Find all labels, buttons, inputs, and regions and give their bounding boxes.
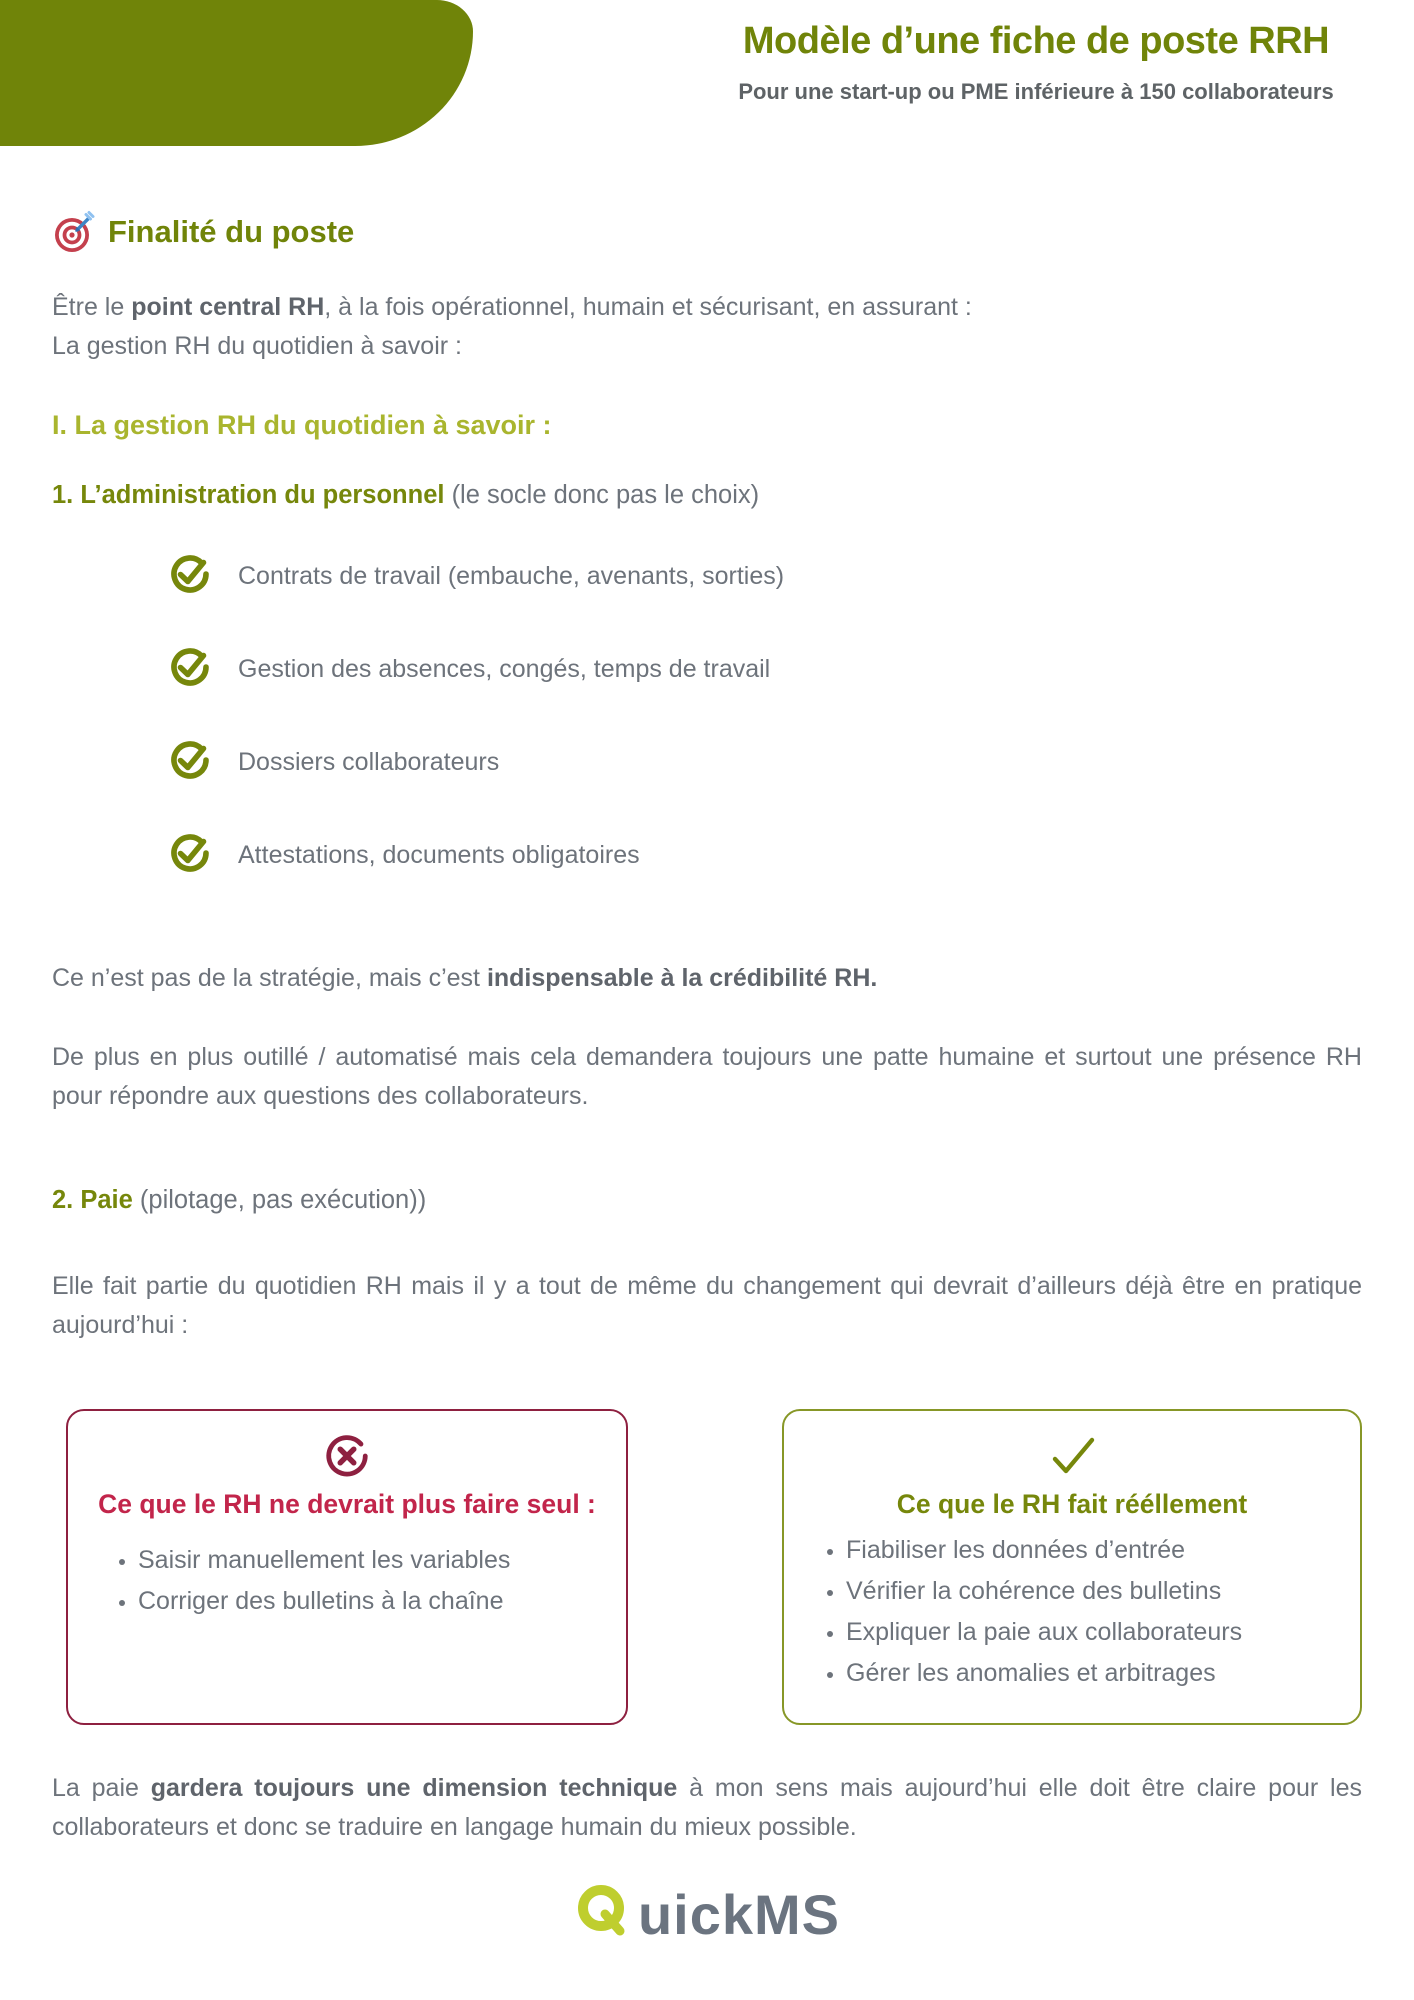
list-item: • Saisir manuellement les variables (138, 1540, 600, 1581)
subsection-2-heading (52, 1186, 1362, 1215)
intro-paragraph (52, 288, 1362, 366)
checklist-item-label: Contrats de travail (embauche, avenants, sorties) (238, 561, 785, 590)
subsection-1-title: 1. L’administration du personnel (52, 481, 445, 509)
list-item (168, 554, 1362, 598)
final-text: La paie (52, 1774, 151, 1802)
admin-checklist (52, 554, 1362, 877)
really-do-list (810, 1530, 1334, 1694)
credibilite-text: Ce n’est pas de la stratégie, mais c’est (52, 964, 487, 992)
comparison-boxes (66, 1409, 1362, 1725)
paie-paragraph: Elle fait partie du quotidien RH mais il y a tout de même du changement qui devrait d’ailleurs déjà être en pratique aujourd’hui : (52, 1272, 1362, 1339)
really-do-card-heading: Ce que le RH fait rééllement (896, 1489, 1248, 1519)
document-body (0, 210, 1414, 1948)
check-circle-icon (168, 645, 212, 694)
dont-do-list (94, 1540, 600, 1622)
subsection-2-title: 2. Paie (52, 1186, 133, 1214)
finalite-heading-label: Finalité du poste (108, 214, 355, 249)
document-header (686, 20, 1386, 105)
subsection-2-note: (pilotage, pas exécution)) (132, 1186, 427, 1214)
dont-do-card-heading: Ce que le RH ne devrait plus faire seul : (98, 1489, 596, 1519)
intro-text: Être le (52, 293, 132, 321)
cross-circle-icon (94, 1427, 600, 1485)
subsection-1-heading (52, 481, 1362, 510)
page-title: Modèle d’une fiche de poste RRH (742, 20, 1330, 62)
list-item: • Corriger des bulletins à la chaîne (138, 1581, 600, 1622)
outil-paragraph: De plus en plus outillé / automatisé mais cela demandera toujours une patte humaine et surtout une présence RH pour répondre aux questions des collaborateurs. (52, 1043, 1362, 1110)
intro-text-after: , à la fois opérationnel, humain et sécurisant, en assurant : (324, 293, 972, 321)
really-do-card (782, 1409, 1362, 1725)
list-item: • Vérifier la cohérence des bulletins (846, 1571, 1334, 1612)
credibilite-paragraph (52, 959, 1362, 998)
section-1-heading: I. La gestion RH du quotidien à savoir : (52, 410, 552, 440)
check-circle-icon (168, 738, 212, 787)
quickms-logo (52, 1881, 1362, 1948)
list-item (168, 740, 1362, 784)
intro-line2: La gestion RH du quotidien à savoir : (52, 332, 462, 360)
checklist-item-label: Gestion des absences, congés, temps de travail (238, 654, 771, 683)
check-circle-icon (168, 552, 212, 601)
list-item (168, 833, 1362, 877)
credibilite-bold: indispensable à la crédibilité RH. (486, 964, 878, 992)
checklist-item-label: Dossiers collaborateurs (238, 747, 500, 776)
list-item: • Expliquer la paie aux collaborateurs (846, 1612, 1334, 1653)
list-item (168, 647, 1362, 691)
final-bold: gardera toujours une dimension technique (150, 1774, 678, 1802)
final-paragraph (52, 1769, 1362, 1847)
quickms-q-icon (574, 1881, 636, 1948)
list-item: • Fiabiliser les données d’entrée (846, 1530, 1334, 1571)
section-finalite-heading (52, 210, 1362, 254)
check-circle-icon (168, 831, 212, 880)
olive-corner-shape (0, 0, 473, 146)
intro-bold-point-central-rh: point central RH (131, 293, 325, 321)
checklist-item-label: Attestations, documents obligatoires (238, 840, 640, 869)
target-icon (52, 210, 96, 254)
checkmark-icon (810, 1427, 1334, 1485)
dont-do-card (66, 1409, 628, 1725)
list-item: • Gérer les anomalies et arbitrages (846, 1653, 1334, 1694)
subsection-1-note: (le socle donc pas le choix) (444, 481, 760, 509)
final-text-after: à mon sens mais aujourd’hui elle doit être claire pour les collaborateurs et donc se traduire en langage humain du mieux possible. (52, 1774, 1362, 1841)
quickms-logo-text: uickMS (637, 1883, 841, 1946)
page-subtitle: Pour une start-up ou PME inférieure à 150 collaborateurs (738, 79, 1334, 104)
